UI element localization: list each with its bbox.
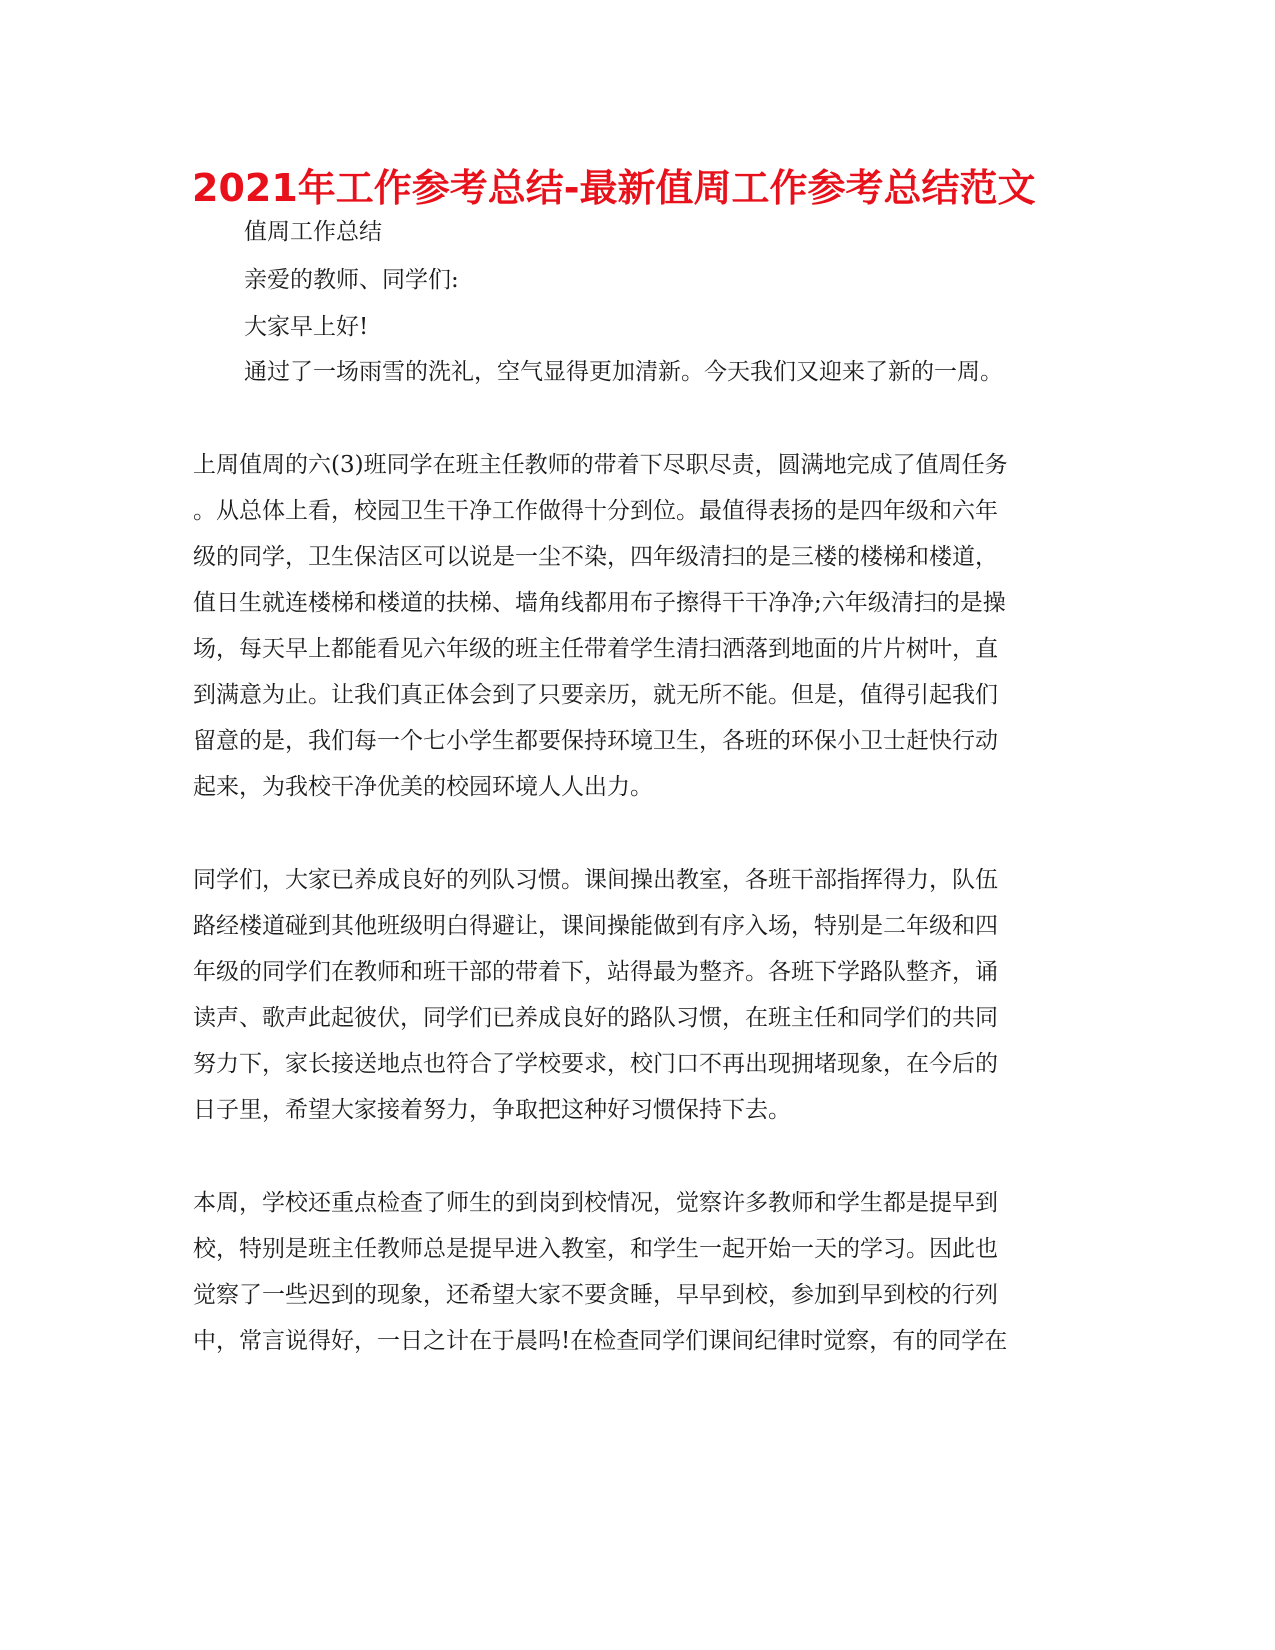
paragraph-line: 年级的同学们在教师和班干部的带着下，站得最为整齐。各班下学路队整齐，诵 (193, 959, 998, 985)
paragraph-line: 觉察了一些迟到的现象，还希望大家不要贪睡，早早到校，参加到早到校的行列 (193, 1282, 998, 1308)
intro-heading: 值周工作总结 (244, 219, 382, 245)
paragraph-line: 中，常言说得好，一日之计在于晨吗!在检查同学们课间纪律时觉察，有的同学在 (193, 1328, 1008, 1354)
paragraph-line: 。从总体上看，校园卫生干净工作做得十分到位。最值得表扬的是四年级和六年 (193, 498, 998, 524)
paragraph-line: 留意的是，我们每一个七小学生都要保持环境卫生，各班的环保小卫士赶快行动 (193, 728, 998, 754)
paragraph-line: 日子里，希望大家接着努力，争取把这种好习惯保持下去。 (193, 1097, 791, 1123)
paragraph-line: 努力下，家长接送地点也符合了学校要求，校门口不再出现拥堵现象，在今后的 (193, 1051, 998, 1077)
paragraph-line: 同学们，大家已养成良好的列队习惯。课间操出教室，各班干部指挥得力，队伍 (193, 867, 998, 893)
paragraph-line: 到满意为止。让我们真正体会到了只要亲历，就无所不能。但是，值得引起我们 (193, 682, 998, 708)
intro-opening-line: 通过了一场雨雪的洗礼，空气显得更加清新。今天我们又迎来了新的一周。 (244, 359, 1003, 385)
paragraph-line: 校，特别是班主任教师总是提早进入教室，和学生一起开始一天的学习。因此也 (193, 1236, 998, 1262)
paragraph-line: 起来，为我校干净优美的校园环境人人出力。 (193, 774, 653, 800)
intro-greeting: 大家早上好! (244, 314, 369, 340)
intro-salutation: 亲爱的教师、同学们: (244, 267, 459, 293)
paragraph-line: 本周，学校还重点检查了师生的到岗到校情况，觉察许多教师和学生都是提早到 (193, 1190, 998, 1216)
paragraph-line: 读声、歌声此起彼伏，同学们已养成良好的路队习惯，在班主任和同学们的共同 (193, 1005, 998, 1031)
paragraph-line: 路经楼道碰到其他班级明白得避让，课间操能做到有序入场，特别是二年级和四 (193, 913, 998, 939)
paragraph-line: 场，每天早上都能看见六年级的班主任带着学生清扫洒落到地面的片片树叶，直 (193, 636, 998, 662)
document-title: 2021年工作参考总结-最新值周工作参考总结范文 (192, 166, 1036, 210)
paragraph-line: 上周值周的六(3)班同学在班主任教师的带着下尽职尽责，圆满地完成了值周任务 (193, 452, 1008, 478)
paragraph-line: 值日生就连楼梯和楼道的扶梯、墙角线都用布子擦得干干净净;六年级清扫的是操 (193, 590, 1006, 616)
paragraph-line: 级的同学，卫生保洁区可以说是一尘不染，四年级清扫的是三楼的楼梯和楼道， (193, 544, 998, 570)
